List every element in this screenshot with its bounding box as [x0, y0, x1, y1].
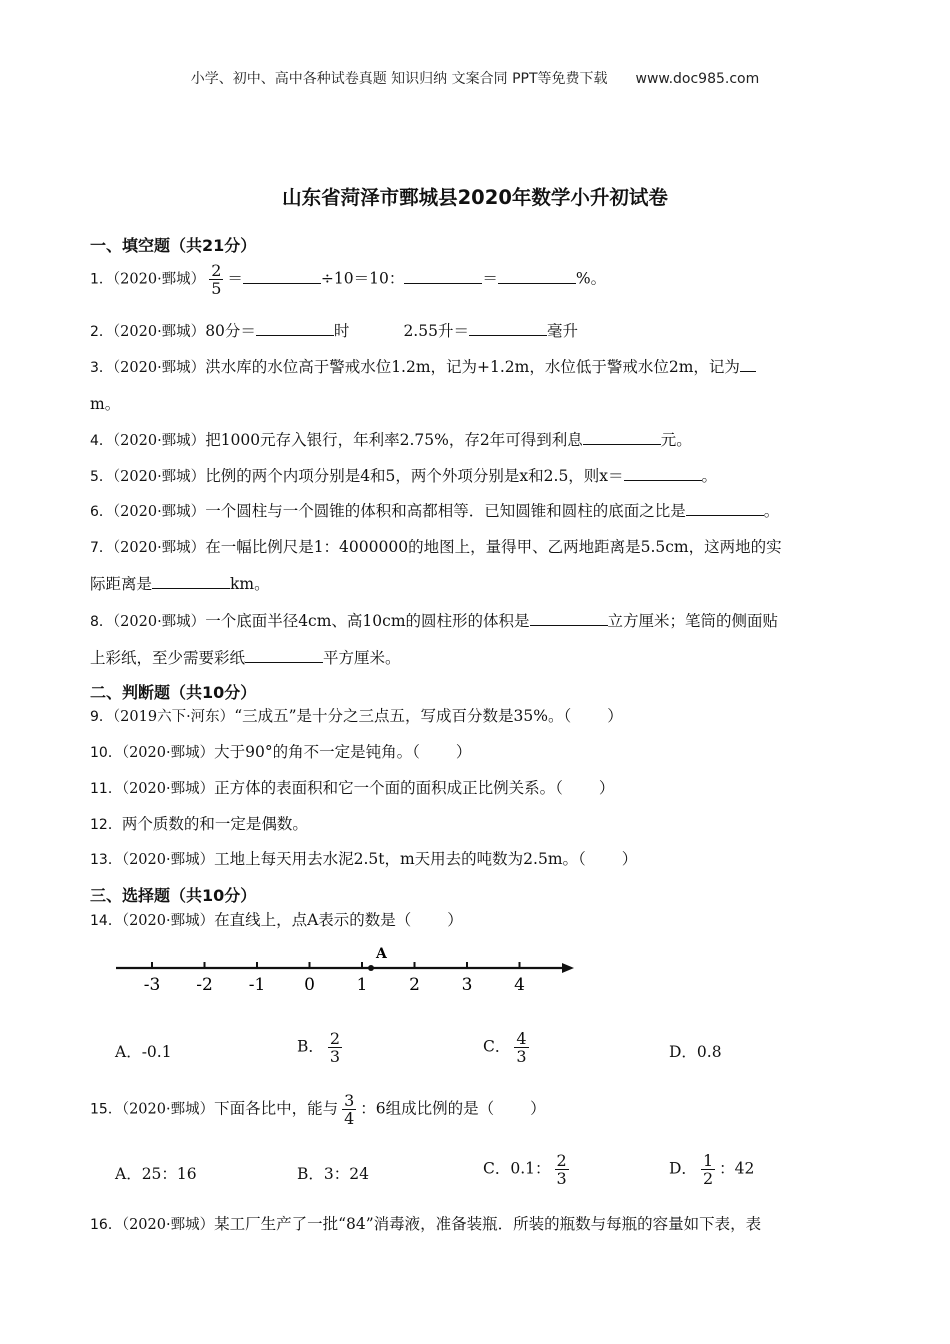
question-15: 15．（2020·鄄城）下面各比中，能与 $\frac{3}{4}$ ：6组成比例的是（ ） — [90, 1091, 546, 1128]
answer-blank[interactable] — [686, 501, 764, 516]
axis-tick-label: 0 — [304, 975, 315, 995]
question-12: 12．两个质数的和一定是偶数。 — [90, 815, 308, 833]
axis-tick-label: -1 — [248, 975, 266, 995]
page-title: 山东省菏泽市鄄城县2020年数学小升初试卷 — [282, 186, 668, 209]
answer-blank[interactable] — [740, 357, 756, 372]
option-d[interactable]: D．0.8 — [669, 1043, 722, 1061]
answer-blank[interactable] — [152, 574, 230, 589]
point-a-marker — [368, 965, 374, 971]
axis-tick-label: 4 — [514, 975, 525, 995]
answer-blank[interactable] — [469, 321, 547, 336]
page-header — [0, 68, 950, 88]
section-heading-choice: 三、选择题（共10分） — [90, 886, 257, 905]
axis-tick-label: 3 — [461, 975, 473, 995]
point-a-label: A — [376, 946, 387, 962]
question-3: 3．（2020·鄄城）洪水库的水位高于警戒水位1.2m，记为+1.2m，水位低于警戒水位2m，记为 — [90, 355, 756, 377]
option-c[interactable]: C． $\frac{4}{3}$ — [483, 1029, 527, 1066]
option-a[interactable]: A．-0.1 — [115, 1043, 172, 1061]
axis-tick-label: -3 — [143, 975, 161, 995]
answer-blank[interactable] — [245, 648, 323, 663]
question-6: 6．（2020·鄄城）一个圆柱与一个圆锥的体积和高都相等．已知圆锥和圆柱的底面之比是 。 — [90, 502, 780, 520]
answer-blank[interactable] — [243, 269, 321, 284]
option-b[interactable]: B． $\frac{2}{3}$ — [297, 1029, 341, 1066]
answer-blank[interactable] — [498, 269, 576, 284]
axis-tick-label: 2 — [409, 975, 420, 995]
question-1: 1．（2020·鄄城） $\frac{2}{5}$ ＝ ÷10＝10： ＝ %。 — [90, 261, 607, 298]
answer-blank[interactable] — [583, 430, 661, 445]
fraction: $\frac{2}{5}$ — [211, 261, 222, 298]
question-8: 8．（2020·鄄城）一个底面半径4cm、高10cm的圆柱形的体积是 立方厘米；笔筒的侧面贴 — [90, 612, 779, 630]
question-5: 5．（2020·鄄城）比例的两个内项分别是4和5，两个外项分别是x和2.5，则x＝ 。 — [90, 467, 718, 485]
question-11: 11．（2020·鄄城）正方体的表面积和它一个面的面积成正比例关系。（ ） — [90, 779, 615, 797]
question-9: 9．（2019六下·河东）“三成五”是十分之三点五，写成百分数是35%。（ ） — [90, 707, 623, 725]
answer-blank[interactable] — [404, 269, 482, 284]
number-line — [112, 938, 582, 996]
answer-blank[interactable] — [530, 611, 608, 626]
axis-arrow — [562, 963, 574, 973]
axis-tick-label: 1 — [356, 975, 368, 995]
option-b[interactable]: B．3：24 — [297, 1165, 369, 1183]
answer-blank[interactable] — [256, 321, 334, 336]
option-a[interactable]: A．25：16 — [115, 1165, 197, 1183]
header-text: 小学、初中、高中各种试卷真题 知识归纳 文案合同 PPT等免费下载 — [190, 71, 608, 87]
section-heading-fill: 一、填空题（共21分） — [90, 236, 257, 255]
question-14: 14．（2020·鄄城）在直线上，点A表示的数是（ ） — [90, 911, 463, 929]
question-13: 13．（2020·鄄城）工地上每天用去水泥2.5t，m天用去的吨数为2.5m。（ ） — [90, 850, 638, 868]
question-4: 4．（2020·鄄城）把1000元存入银行，年利率2.75%，存2年可得到利息 元。 — [90, 431, 692, 449]
question-10: 10．（2020·鄄城）大于90°的角不一定是钝角。（ ） — [90, 743, 472, 761]
section-heading-judge: 二、判断题（共10分） — [90, 683, 257, 702]
question-2: 2．（2020·鄄城）80分＝ 时 2.55升＝ 毫升 — [90, 322, 578, 340]
question-16: 16．（2020·鄄城）某工厂生产了一批“84”消毒液，准备装瓶．所装的瓶数与每瓶的容量如下表，表 — [90, 1215, 762, 1233]
question-8-cont: 上彩纸，至少需要彩纸 平方厘米。 — [90, 649, 401, 667]
option-d[interactable]: D． $\frac{1}{2}$ ：42 — [669, 1151, 755, 1188]
question-3-cont: m。 — [90, 395, 121, 413]
option-c[interactable]: C．0.1： $\frac{2}{3}$ — [483, 1151, 567, 1188]
question-7: 7．（2020·鄄城）在一幅比例尺是1：4000000的地图上，量得甲、乙两地距离是5.5cm，这两地的实 — [90, 538, 782, 556]
question-7-cont: 际距离是 km。 — [90, 575, 270, 593]
answer-blank[interactable] — [624, 466, 702, 481]
axis-tick-label: -2 — [196, 975, 213, 995]
header-url[interactable]: www.doc985.com — [635, 71, 760, 87]
